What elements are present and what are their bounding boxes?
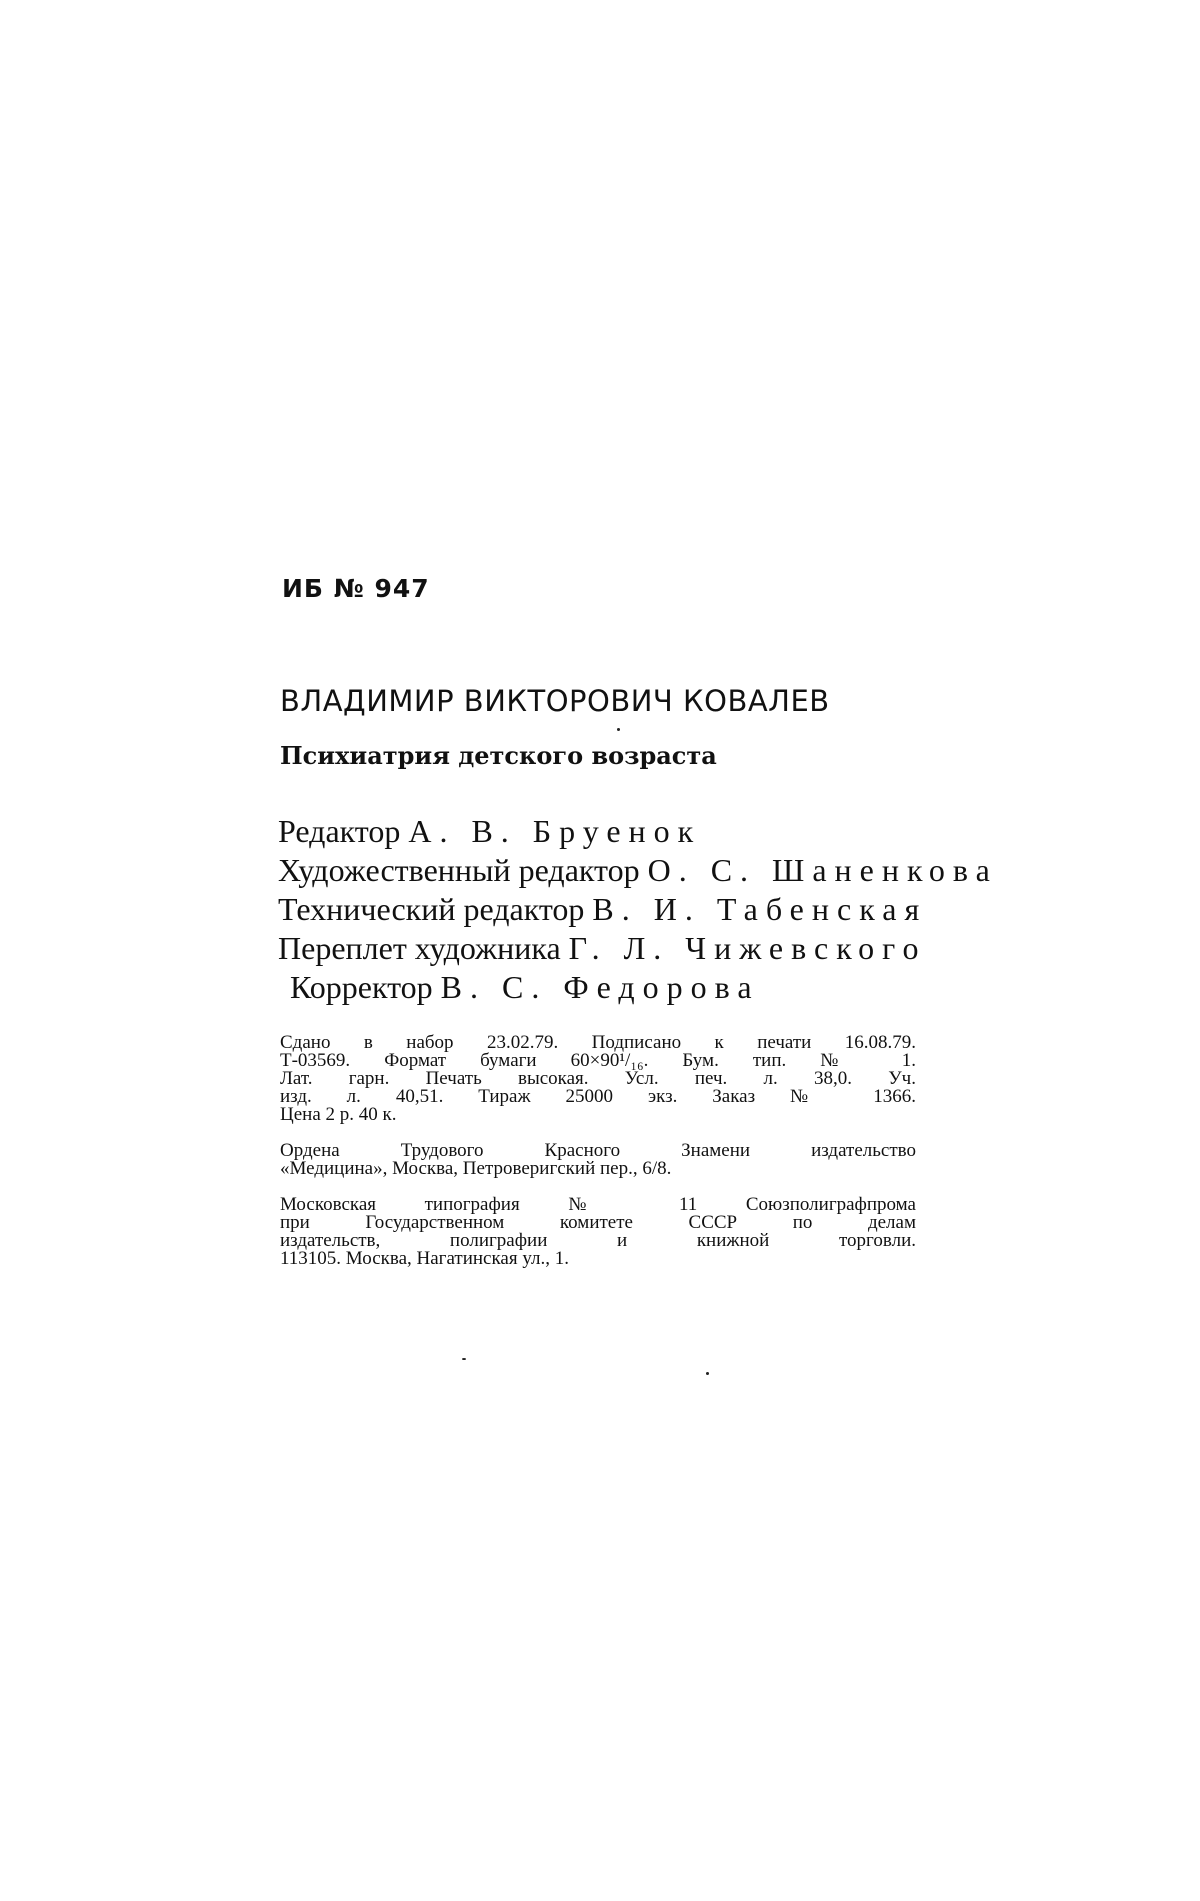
staff-item bbox=[278, 929, 998, 968]
printer-details bbox=[280, 1196, 916, 1268]
scan-speck bbox=[462, 1358, 466, 1360]
publisher-details bbox=[280, 1142, 916, 1178]
staff-item bbox=[278, 851, 998, 890]
staff-item bbox=[278, 968, 998, 1007]
imprint-block bbox=[280, 1034, 916, 1268]
ib-number: ИБ № 947 bbox=[282, 574, 430, 603]
staff-name: О. С. Шаненкова bbox=[647, 852, 998, 888]
book-title: Психиатрия детского возраста bbox=[280, 741, 717, 770]
staff-name: В. С. Федорова bbox=[440, 969, 760, 1005]
printer-line: 113105. Москва, Нагатинская ул., 1. bbox=[280, 1248, 569, 1269]
print-details bbox=[280, 1034, 916, 1124]
printer-line: издательств, полиграфии и книжной торговли. bbox=[280, 1230, 916, 1251]
print-line: Сдано в набор 23.02.79. Подписано к печати 16.08.79. bbox=[280, 1032, 916, 1053]
staff-item bbox=[278, 812, 998, 851]
staff-role: Художественный редактор bbox=[278, 852, 640, 888]
print-line: Цена 2 р. 40 к. bbox=[280, 1104, 397, 1125]
scan-speck bbox=[706, 1372, 709, 1375]
staff-item bbox=[278, 890, 998, 929]
print-line: Лат. гарн. Печать высокая. Усл. печ. л. 38,0. Уч. bbox=[280, 1068, 916, 1089]
staff-name: А. В. Бруенок bbox=[408, 813, 702, 849]
staff-role: Редактор bbox=[278, 813, 401, 849]
publisher-line: Ордена Трудового Красного Знамени издательство bbox=[280, 1140, 916, 1161]
staff-role: Переплет художника bbox=[278, 930, 561, 966]
printer-line: Московская типография № 11 Союзполиграфпрома bbox=[280, 1194, 916, 1215]
print-line: Т-03569. Формат бумаги 60×90¹/₁₆. Бум. тип. № 1. bbox=[280, 1050, 916, 1071]
staff-list bbox=[278, 812, 998, 1007]
publisher-line: «Медицина», Москва, Петроверигский пер., 6/8. bbox=[280, 1158, 672, 1179]
printer-line: при Государственном комитете СССР по делам bbox=[280, 1212, 916, 1233]
staff-name: Г. Л. Чижевского bbox=[568, 930, 927, 966]
author-name: ВЛАДИМИР ВИКТОРОВИЧ КОВАЛЕВ bbox=[280, 684, 830, 718]
staff-role: Корректор bbox=[290, 969, 433, 1005]
scan-speck bbox=[617, 728, 620, 731]
staff-name: В. И. Табенская bbox=[592, 891, 928, 927]
staff-role: Технический редактор bbox=[278, 891, 585, 927]
print-line: изд. л. 40,51. Тираж 25000 экз. Заказ № 1366. bbox=[280, 1086, 916, 1107]
